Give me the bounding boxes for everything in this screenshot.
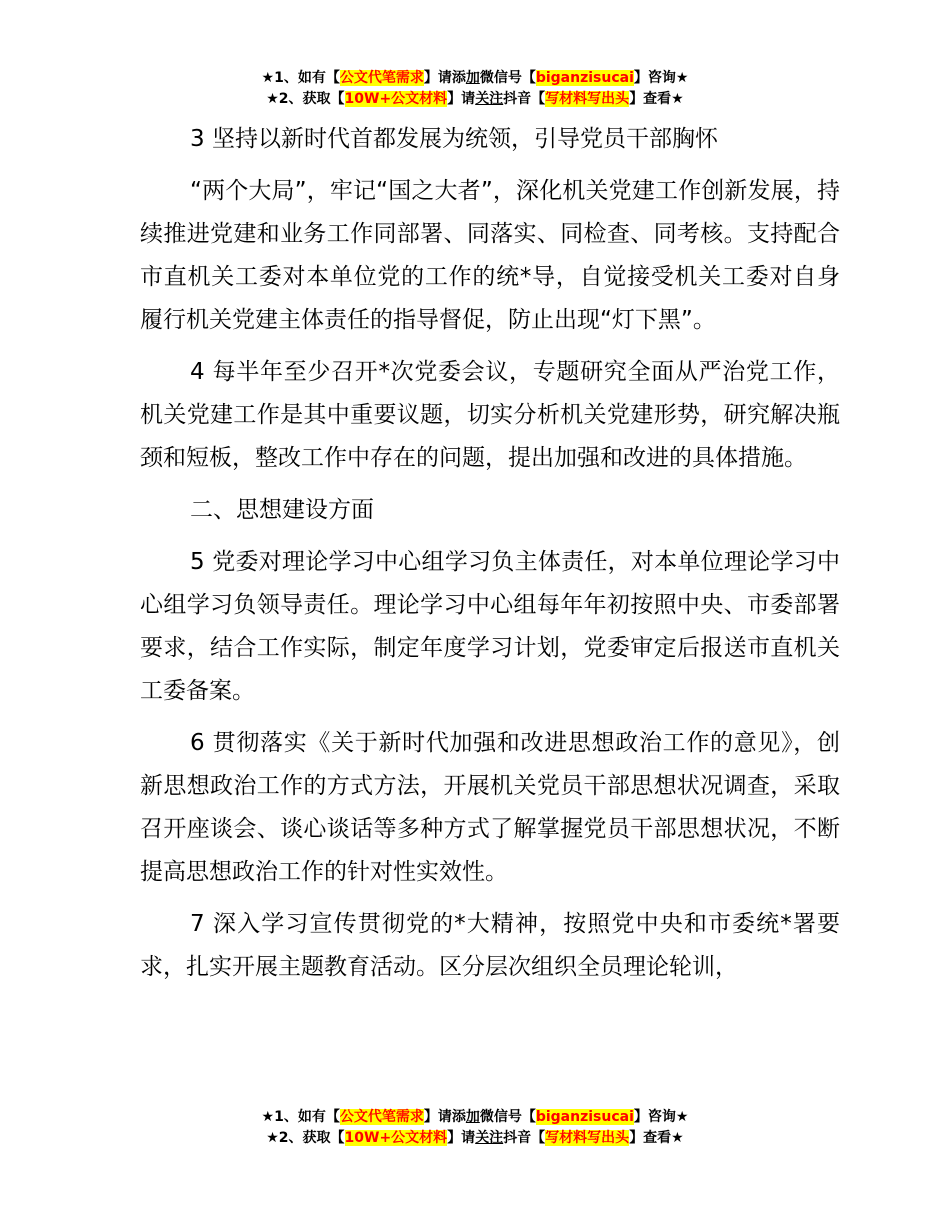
paragraph-3-heading: 3 坚持以新时代首都发展为统领，引导党员干部胸怀 — [190, 126, 718, 152]
promo-line-1: ★1、如有【公文代笔需求】请添加微信号【biganzisucai】咨询★ — [261, 70, 689, 86]
promo-highlight-service: 公文代笔需求 — [339, 70, 424, 86]
header-promo-banner — [0, 68, 950, 110]
promo-line-2: ★2、获取【10W+公文材料】请关注抖音【写材料写出头】查看★ — [266, 1130, 684, 1146]
promo-highlight-service: 公文代笔需求 — [339, 1109, 424, 1125]
promo-highlight-wechat-id: biganzisucai — [535, 1109, 634, 1125]
paragraph-7: 7 深入学习宣传贯彻党的*大精神，按照党中央和市委统*署要求，扎实开展主题教育活动。区分层次组织全员理论轮训， — [140, 911, 840, 980]
promo-highlight-douyin: 写材料写出头 — [545, 1130, 630, 1146]
footer-promo-banner — [0, 1107, 950, 1149]
promo-highlight-materials: 10W+公文材料 — [344, 91, 448, 107]
promo-highlight-wechat-id: biganzisucai — [535, 70, 634, 86]
promo-line-2: ★2、获取【10W+公文材料】请关注抖音【写材料写出头】查看★ — [266, 91, 684, 107]
promo-line-1: ★1、如有【公文代笔需求】请添加微信号【biganzisucai】咨询★ — [261, 1109, 689, 1125]
paragraph-5: 5 党委对理论学习中心组学习负主体责任，对本单位理论学习中心组学习负领导责任。理论学习中心组每年年初按照中央、市委部署要求，结合工作实际，制定年度学习计划，党委审定后报送市直机关工委备案。 — [140, 549, 840, 704]
paragraph-3-body: “两个大局”，牢记“国之大者”，深化机关党建工作创新发展，持续推进党建和业务工作同部署、同落实、同检查、同考核。支持配合市直机关工委对本单位党的工作的统*导，自觉接受机关工委对自身履行机关党建主体责任的指导督促，防止出现“灯下黑”。 — [140, 178, 840, 333]
section-heading-ideology: 二、思想建设方面 — [190, 497, 374, 523]
promo-highlight-materials: 10W+公文材料 — [344, 1130, 448, 1146]
promo-highlight-douyin: 写材料写出头 — [545, 91, 630, 107]
paragraph-6: 6 贯彻落实《关于新时代加强和改进思想政治工作的意见》，创新思想政治工作的方式方法，开展机关党员干部思想状况调查，采取召开座谈会、谈心谈话等多种方式了解掌握党员干部思想状况，不断提高思想政治工作的针对性实效性。 — [140, 730, 840, 885]
paragraph-4: 4 每半年至少召开*次党委会议，专题研究全面从严治党工作，机关党建工作是其中重要议题，切实分析机关党建形势，研究解决瓶颈和短板，整改工作中存在的问题，提出加强和改进的具体措施。 — [140, 359, 840, 471]
document-body — [140, 118, 840, 998]
